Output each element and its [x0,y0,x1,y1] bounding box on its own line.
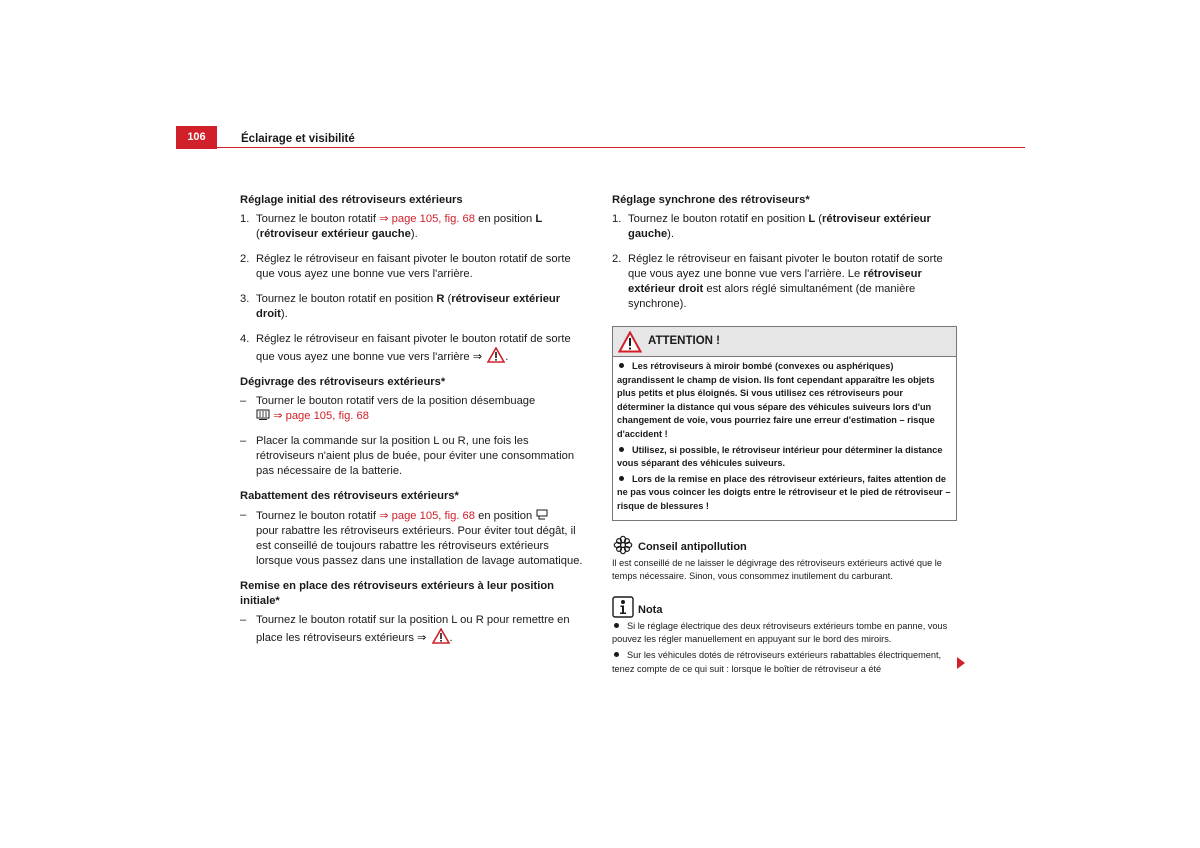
warning-triangle-icon [618,331,642,353]
header-rule [217,147,1025,148]
list-item: – Tournez le bouton rotatif ⇒ page 105, fig. 68 en position pour rabattre les rétroviseurs extérieurs. Pour éviter tout dégât, il est conseillé de toujours rabattre les rétroviseurs extérieurs lorsque vous passez dans une installation de lavage automatique. [240,509,583,567]
left-column [240,193,585,656]
page-reference-link[interactable]: ⇒ page 105, fig. 68 [379,510,475,522]
nota-bullet: Si le réglage électrique des deux rétroviseurs extérieurs tombe en panne, vous pouvez les régler manuellement en appuyant sur le bord des miroirs. [612,620,948,645]
nota-bullet: Sur les véhicules dotés de rétroviseurs extérieurs rabattables électriquement, tenez compte de ce qui suit : lorsque le boîtier de rétroviseur a été [612,649,942,674]
page-number: 106 [176,126,217,149]
section-heading: Réglage initial des rétroviseurs extérieurs [240,194,463,206]
defrost-icon [256,409,270,421]
warning-triangle-icon[interactable] [432,628,450,644]
flower-eco-icon [612,535,634,555]
page-reference-link[interactable]: ⇒ page 105, fig. 68 [379,213,475,225]
warning-bullet: Les rétroviseurs à miroir bombé (convexes ou asphériques) agrandissent le champ de vision. Ils font cependant apparaître les objets plus petits et plus éloignés. Si vous utilisez ces rétroviseurs pour déterminer la distance qui vous sépare des véhicules suiveurs lors d'un changement de voie, vous pourriez faire une erreur d'estimation – risque d'accident ! [617,361,935,439]
section-heading: Dégivrage des rétroviseurs extérieurs* [240,376,446,388]
mirror-fold-icon [535,508,549,521]
section-heading: Remise en place des rétroviseurs extérieurs à leur position initiale* [240,580,555,607]
next-page-arrow-icon[interactable] [957,657,965,669]
eco-text: Il est conseillé de ne laisser le dégivrage des rétroviseurs extérieurs activé que le temps nécessaire. Sinon, vous consommez inutilement du carburant. [612,557,942,582]
right-column [612,193,957,678]
warning-triangle-icon[interactable] [487,347,505,363]
section-heading: Rabattement des rétroviseurs extérieurs* [240,490,459,502]
warning-box [612,326,957,521]
page-reference-link[interactable]: ⇒ page 105, fig. 68 [273,410,369,422]
chapter-title: Éclairage et visibilité [241,133,355,145]
eco-heading: Conseil antipollution [612,535,957,555]
warning-title: ATTENTION ! [648,335,720,347]
nota-body [612,620,957,676]
list-item: 1. Tournez le bouton rotatif en position L (rétroviseur extérieur gauche). [612,213,931,240]
list-item: 2. Réglez le rétroviseur en faisant pivoter le bouton rotatif de sorte que vous ayez une bonne vue vers l'arrière. Le rétroviseur extérieur droit est alors réglé simultanément (de manière synchrone). [612,253,943,310]
list-item: – Placer la commande sur la position L ou R, une fois les rétroviseurs n'aient plus de buée, pour éviter une consommation pas nécessaire de la batterie. [240,435,575,477]
warning-body [613,357,956,520]
list-item: 4. Réglez le rétroviseur en faisant pivoter le bouton rotatif de sorte que vous ayez une bonne vue vers l'arrière ⇒ . [240,333,571,363]
warning-bullet: Lors de la remise en place des rétroviseur extérieurs, faites attention de ne pas vous coincer les doigts entre le rétroviseur et le pied de rétroviseur – risque de blessures ! [617,473,951,511]
list-item: 1. Tournez le bouton rotatif ⇒ page 105, fig. 68 en position L (rétroviseur extérieur gauche). [240,213,543,240]
nota-heading: Nota [612,596,957,618]
list-item: – Tournez le bouton rotatif sur la position L ou R pour remettre en place les rétroviseurs extérieurs ⇒ . [240,614,570,644]
section-heading: Réglage synchrone des rétroviseurs* [612,194,810,206]
warning-header [613,327,956,357]
list-item: 3. Tournez le bouton rotatif en position R (rétroviseur extérieur droit). [240,293,561,320]
info-icon [612,596,634,618]
list-item: 2. Réglez le rétroviseur en faisant pivoter le bouton rotatif de sorte que vous ayez une bonne vue vers l'arrière. [240,253,571,280]
warning-bullet: Utilisez, si possible, le rétroviseur intérieur pour déterminer la distance vous séparant des véhicules suiveurs. [617,444,943,469]
list-item: – Tourner le bouton rotatif vers de la position désembuage ⇒ page 105, fig. 68 [240,395,536,422]
